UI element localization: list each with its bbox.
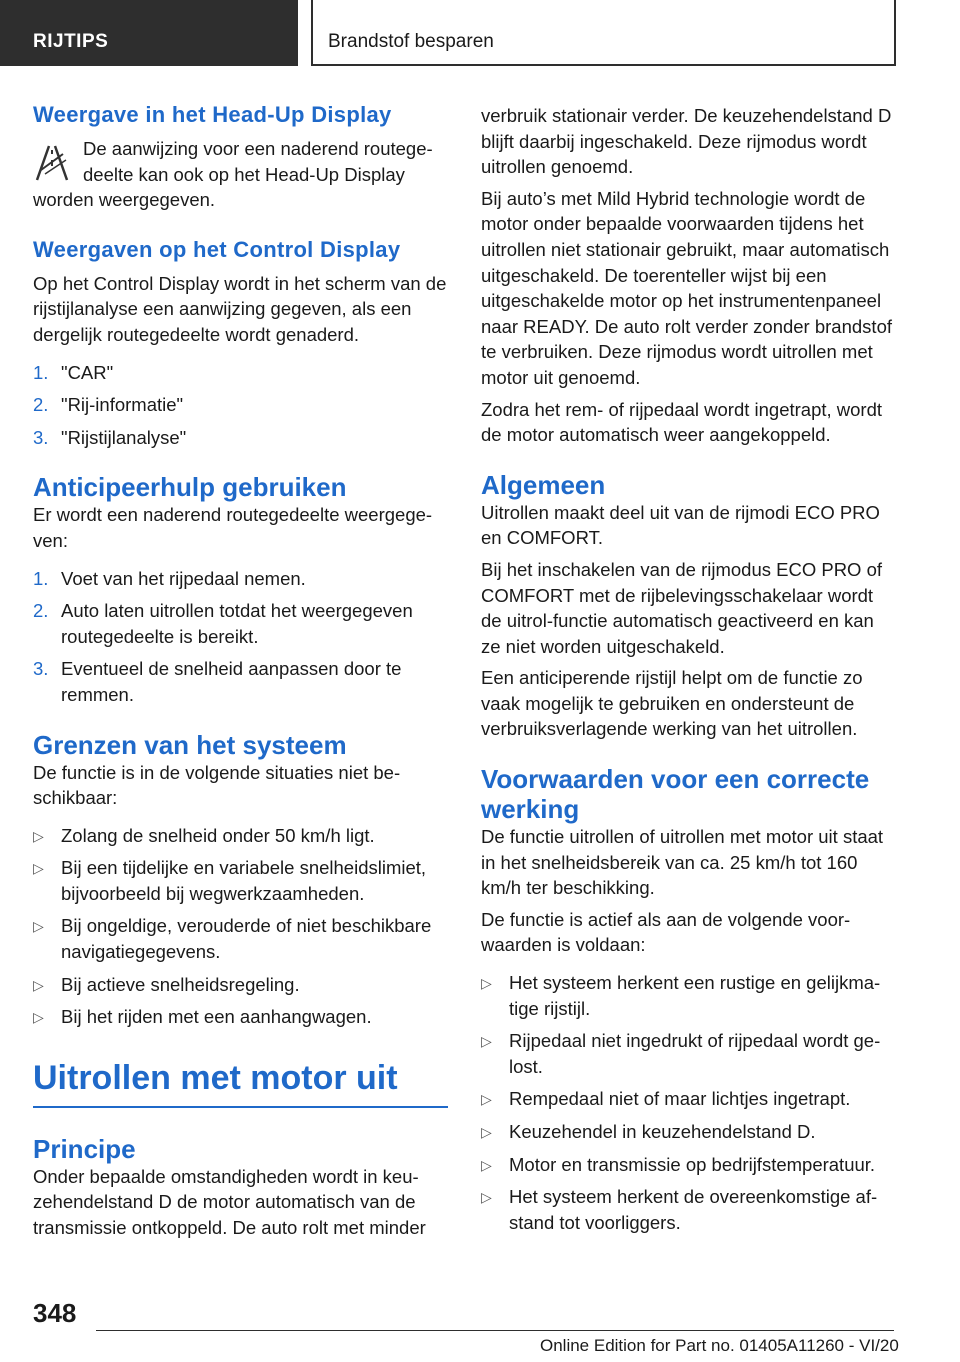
voorwaarden-p1: De functie uitrollen of uitrollen met motor uit staat in het snelheidsbereik van ca. 25 km/h tot 160 km/h ter beschikking. bbox=[481, 826, 884, 899]
voorwaarden-p2: De functie is actief als aan de volgende voorwaarden is voldaan: bbox=[481, 908, 851, 956]
triangle-bullet-icon: ▷ bbox=[481, 1091, 492, 1108]
list-item-text: Bij een tijdelijke en variabele snelheidslimiet, bijvoorbeeld bij wegwerkzaamheden. bbox=[61, 857, 427, 904]
step-number: 1. bbox=[33, 361, 49, 383]
hud-text: De aanwijzing voor een naderend routegedeelte kan ook op het Head-Up Display worden weergegeven. bbox=[33, 138, 433, 211]
triangle-bullet-icon: ▷ bbox=[33, 860, 44, 877]
list-item-text: Het systeem herkent een rustige en gelijkmatige rijstijl. bbox=[509, 972, 881, 1019]
triangle-bullet-icon: ▷ bbox=[33, 918, 44, 935]
list-item bbox=[481, 1152, 896, 1178]
page-number: 348 bbox=[33, 1298, 77, 1328]
list-item bbox=[33, 823, 448, 849]
heading-anticipeerhulp: Anticipeerhulp gebruiken bbox=[33, 472, 347, 503]
heading-algemeen: Algemeen bbox=[481, 469, 606, 500]
list-item bbox=[33, 855, 448, 906]
triangle-bullet-icon: ▷ bbox=[481, 1124, 492, 1140]
step-text: Auto laten uitrollen totdat het weergegeven routegedeelte is bereikt. bbox=[61, 600, 413, 647]
list-item-text: Motor en transmissie op bedrijfstemperatuur. bbox=[509, 1153, 876, 1175]
list-item bbox=[33, 598, 448, 649]
list-item bbox=[33, 392, 448, 418]
cd-text: Op het Control Display wordt in het scherm van de rijstijlanalyse een aanwijzing gegeven, als een dergelijk routegedeelte wordt genaderd. bbox=[33, 272, 447, 345]
list-item bbox=[33, 656, 448, 707]
heading-uitrollen: Uitrollen met motor uit bbox=[33, 1058, 398, 1097]
anti-text: Er wordt een naderend routegedeelte weergegeven: bbox=[33, 504, 433, 551]
step-number: 2. bbox=[33, 600, 49, 622]
step-text: "CAR" bbox=[61, 361, 114, 383]
triangle-bullet-icon: ▷ bbox=[33, 827, 44, 844]
section-tab bbox=[311, 0, 896, 66]
list-item-text: Rempedaal niet of maar lichtjes ingetrapt. bbox=[509, 1088, 851, 1110]
list-item bbox=[33, 425, 448, 451]
heading-voorwaarden: Voorwaarden voor een correcte werking bbox=[481, 764, 870, 825]
list-item-text: Bij ongeldige, verouderde of niet beschikbare navigatiegegevens. bbox=[61, 915, 432, 963]
list-item bbox=[33, 566, 448, 592]
triangle-bullet-icon: ▷ bbox=[481, 1033, 492, 1050]
list-item-text: Rijpedaal niet ingedrukt of rijpedaal wordt gelost. bbox=[509, 1030, 881, 1077]
step-number: 3. bbox=[33, 658, 49, 680]
uitrollen-p2: Bij auto’s met Mild Hybrid technologie wordt de motor onder bepaalde voorwaarden tijdens het uitrollen niet stationair gebruikt, maar automatisch uitgeschakeld. De toerenteller wijst bij een uitgeschakelde motor op het instrumentenpaneel naar READY. De auto rolt verder zonder brandstof te verbruiken. Deze rijmodus wordt uitrollen met motor uit genoemd. bbox=[481, 187, 892, 388]
right-column bbox=[481, 103, 896, 1235]
limits-text: De functie is in de volgende situaties niet beschikbaar: bbox=[33, 761, 401, 809]
list-item-text: Bij actieve snelheidsregeling. bbox=[61, 973, 300, 995]
heading-rule bbox=[33, 1106, 448, 1108]
list-item-text: Bij het rijden met een aanhangwagen. bbox=[61, 1006, 372, 1028]
heading-control-display: Weergaven op het Control Display bbox=[33, 236, 401, 262]
list-item bbox=[481, 1086, 896, 1112]
heading-principe: Principe bbox=[33, 1133, 136, 1164]
algemeen-p3: Een anticiperende rijstijl helpt om de functie zo vaak mogelijk te gebruiken en ondersteunt de verbruiksverlagende werking van het uitrollen. bbox=[481, 667, 863, 740]
cd-steps bbox=[33, 360, 448, 451]
algemeen-p1: Uitrollen maakt deel uit van de rijmodi ECO PRO en COMFORT. bbox=[481, 501, 880, 549]
list-item-text: Het systeem herkent de overeenkomstige afstand tot voorliggers. bbox=[509, 1186, 878, 1233]
step-text: Voet van het rijpedaal nemen. bbox=[61, 567, 306, 589]
footer-rule bbox=[96, 1330, 894, 1331]
triangle-bullet-icon: ▷ bbox=[481, 975, 492, 992]
section-title: Brandstof besparen bbox=[328, 31, 494, 52]
list-item bbox=[481, 1119, 896, 1145]
hud-note bbox=[33, 136, 448, 213]
list-item bbox=[33, 972, 448, 998]
triangle-bullet-icon: ▷ bbox=[481, 1156, 492, 1173]
step-text: "Rijstijlanalyse" bbox=[61, 426, 187, 448]
list-item bbox=[33, 913, 448, 964]
triangle-bullet-icon: ▷ bbox=[481, 1189, 492, 1206]
step-number: 3. bbox=[33, 426, 49, 448]
step-number: 2. bbox=[33, 394, 49, 416]
anti-steps bbox=[33, 566, 448, 708]
road-note-icon bbox=[33, 140, 71, 184]
triangle-bullet-icon: ▷ bbox=[33, 976, 44, 993]
list-item bbox=[481, 1184, 896, 1235]
heading-grenzen: Grenzen van het systeem bbox=[33, 729, 347, 760]
list-item bbox=[481, 1028, 896, 1079]
list-item-text: Zolang de snelheid onder 50 km/h ligt. bbox=[61, 824, 375, 846]
principe-text: Onder bepaalde omstandigheden wordt in keuzehendelstand D de motor automatisch van de transmissie ontkoppeld. De auto rolt met minder bbox=[33, 1165, 426, 1239]
list-item bbox=[33, 360, 448, 386]
algemeen-p2: Bij het inschakelen van de rijmodus ECO PRO of COMFORT met de rijbelevingsschakelaar wordt de uitrol-functie automatisch geactiveerd en kan ze niet worden uitgeschakeld. bbox=[481, 558, 883, 657]
triangle-bullet-icon: ▷ bbox=[33, 1009, 44, 1026]
list-item-text: Keuzehendel in keuzehendelstand D. bbox=[509, 1121, 816, 1142]
chapter-title: RIJTIPS bbox=[33, 31, 109, 52]
list-item bbox=[33, 1004, 448, 1030]
uitrollen-p3: Zodra het rem- of rijpedaal wordt ingetrapt, wordt de motor automatisch weer aangekoppeld. bbox=[481, 398, 883, 446]
list-item bbox=[481, 970, 896, 1021]
conditions-list bbox=[481, 970, 896, 1235]
chapter-tab bbox=[0, 0, 298, 66]
step-text: "Rij-informatie" bbox=[61, 394, 184, 416]
limits-list bbox=[33, 823, 448, 1030]
left-column bbox=[33, 100, 448, 1241]
step-text: Eventueel de snelheid aanpassen door te remmen. bbox=[61, 658, 402, 705]
edition-text: Online Edition for Part no. 01405A11260 - VI/20 bbox=[540, 1336, 899, 1355]
uitrollen-p1: verbruik stationair verder. De keuzehendelstand D blijft daarbij ingeschakeld. Deze rijmodus wordt uitrollen genoemd. bbox=[481, 105, 892, 178]
step-number: 1. bbox=[33, 567, 49, 589]
heading-hud: Weergave in het Head-Up Display bbox=[33, 102, 392, 127]
